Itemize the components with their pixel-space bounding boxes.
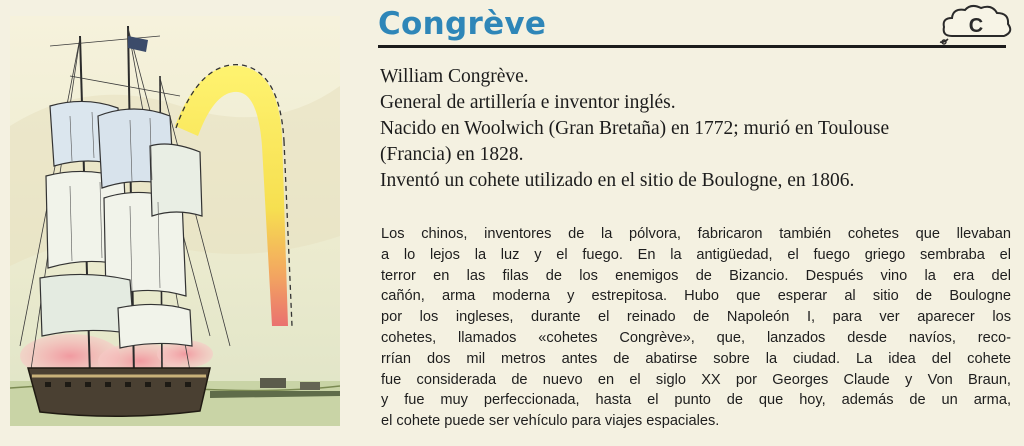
description-line: cohetes, llamados «cohetes Congrève», que, lanzados desde navíos, reco- — [381, 329, 1011, 346]
badge-letter: C — [968, 15, 984, 37]
description-line: el cohete puede ser vehículo para viajes espaciales. — [381, 413, 720, 430]
cloud-letter-badge-icon — [938, 2, 1016, 46]
title-divider — [378, 45, 1006, 48]
ship-rocket-illustration — [10, 16, 340, 426]
bio-line: (Francia) en 1828. — [380, 144, 524, 165]
bio-line: General de artillería e inventor inglés. — [380, 92, 676, 113]
biography-block — [380, 64, 1010, 194]
article-title: Congrève — [378, 6, 547, 42]
description-line: terror en las filas de los enemigos de Bizancio. Después vino la era del — [381, 267, 1011, 284]
bio-line: William Congrève. — [380, 66, 529, 87]
description-line: a lo lejos la luz y el fuego. En la antigüedad, el fuego griego sembraba el — [381, 246, 1011, 263]
description-line: cañón, arma moderna y estrepitosa. Hubo que esperar al sitio de Boulogne — [381, 288, 1011, 305]
description-line: y fue muy perfeccionada, hasta el punto de que hoy, además de un arma, — [381, 392, 1011, 409]
description-paragraph — [381, 224, 1011, 432]
description-line: Los chinos, inventores de la pólvora, fabricaron también cohetes que llevaban — [381, 226, 1011, 242]
description-line: fue considerada de nuevo en el siglo XX por Georges Claude y Von Braun, — [381, 371, 1011, 388]
description-line: rrían dos mil metros antes de abatirse sobre la ciudad. La idea del cohete — [381, 350, 1011, 367]
bio-line: Inventó un cohete utilizado en el sitio de Boulogne, en 1806. — [380, 170, 855, 191]
bio-line: Nacido en Woolwich (Gran Bretaña) en 1772; murió en Toulouse — [380, 118, 890, 139]
description-line: por los ingleses, durante el reinado de Napoleón I, para ver aparecer los — [381, 309, 1011, 326]
